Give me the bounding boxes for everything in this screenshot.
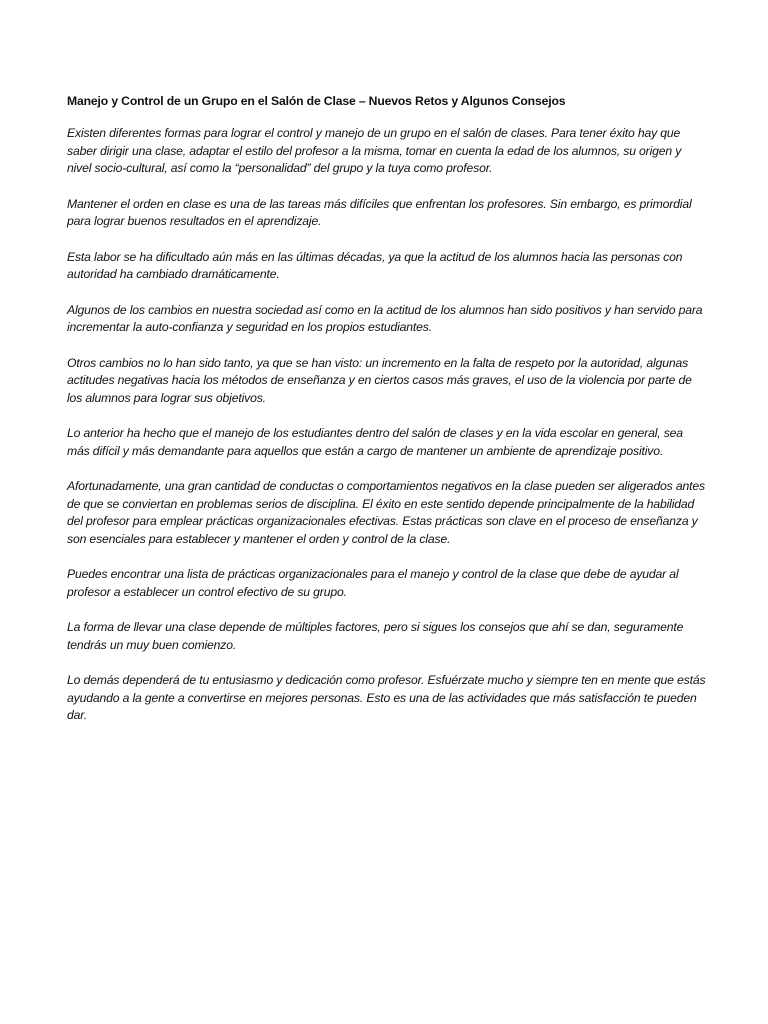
paragraph-consequences: Lo anterior ha hecho que el manejo de los estudiantes dentro del salón de clases y en la vida escolar en general, sea más difícil y más demandante para aquellos que están a cargo de mantener un ambiente de aprendizaje positivo. — [67, 426, 683, 458]
paragraph-changes: Algunos de los cambios en nuestra sociedad así como en la actitud de los alumnos han sido positivos y han servido para incrementar la auto-confianza y seguridad en los propios estudiantes. — [67, 302, 703, 334]
paragraph-closing: Lo demás dependerá de tu entusiasmo y dedicación como profesor. Esfuérzate mucho y siempre ten en mente que estás ayudando a la gente a convertirse en mejores personas. Esto es una de las actividades que más satisfacción te pueden dar. — [67, 673, 706, 722]
paragraph-fortunately: Afortunadamente, una gran cantidad de conductas o comportamientos negativos en la clase pueden ser aligerados antes de que se conviertan en problemas serios de disciplina. El éxito en este sentido depende principalmente de la habilidad del profesor para emplear prácticas organizacionales efectivas. Estas prácticas son clave en el proceso de enseñanza y son esenciales para establecer y mantener el orden y control de la clase. — [67, 479, 705, 546]
document-page — [67, 93, 707, 743]
paragraph-advice: La forma de llevar una clase depende de múltiples factores, pero si sigues los consejos que ahí se dan, seguramente tendrás un muy buen comienzo. — [67, 620, 684, 652]
paragraph-difficulty: Esta labor se ha dificultado aún más en las últimas décadas, ya que la actitud de los alumnos hacia las personas con autoridad ha cambiado dramáticamente. — [67, 249, 683, 281]
paragraph-order: Mantener el orden en clase es una de las tareas más difíciles que enfrentan los profesores. Sin embargo, es primordial para lograr buenos resultados en el aprendizaje. — [67, 196, 692, 228]
paragraph-intro: Existen diferentes formas para lograr el control y manejo de un grupo en el salón de clases. Para tener éxito hay que saber dirigir una clase, adaptar el estilo del profesor a la misma, tomar en cuenta la edad de los alumnos, su origen y nivel socio-cultural, así como la “personalidad” del grupo y la tuya como profesor. — [67, 126, 682, 175]
document-title: Manejo y Control de un Grupo en el Salón de Clase – Nuevos Retos y Algunos Consejos — [67, 94, 566, 108]
paragraph-practices-list: Puedes encontrar una lista de prácticas organizacionales para el manejo y control de la clase que debe de ayudar al profesor a establecer un control efectivo de su grupo. — [67, 567, 679, 599]
paragraph-other-changes: Otros cambios no lo han sido tanto, ya que se han visto: un incremento en la falta de respeto por la autoridad, algunas actitudes negativas hacia los métodos de enseñanza y en ciertos casos más graves, el uso de la violencia por parte de los alumnos para lograr sus objetivos. — [67, 355, 692, 405]
